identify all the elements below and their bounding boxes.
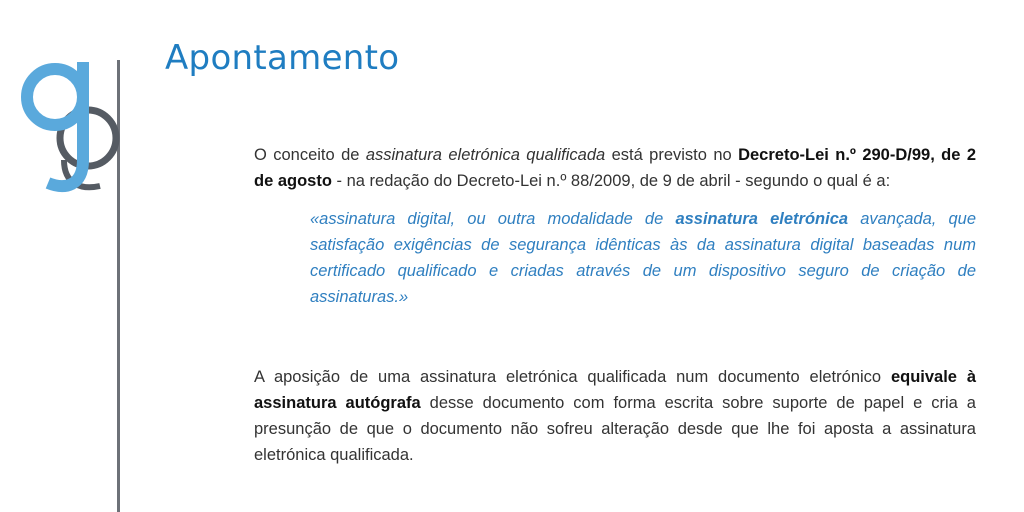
paragraph-equivalence: A aposição de uma assinatura eletrónica qualificada num documento eletrónico equivale à assinatura autógrafa desse documento com forma escrita sobre suporte de papel e cria a presunção de que o documento não sofreu alteração desde que lhe foi aposta a assinatura eletrónica qualificada. (254, 368, 976, 464)
legal-quote: «assinatura digital, ou outra modalidade de assinatura eletrónica avançada, que satisfação exigências de segurança idênticas às da assinatura digital baseadas num certificado qualificado e criadas através de um dispositivo seguro de criação de assinaturas.» (310, 210, 977, 306)
document-body (254, 142, 976, 468)
equivalence-highlight: equivale à assinatura autógrafa (254, 368, 976, 412)
law-reference: Decreto-Lei n.º 290-D/99, de 2 de agosto (254, 146, 977, 190)
brand-logo (0, 0, 140, 512)
quote-highlight: assinatura eletrónica (675, 210, 849, 228)
logo-gg-icon (0, 0, 140, 512)
logo-blue-g-bowl (27, 69, 83, 125)
paragraph-definition: O conceito de assinatura eletrónica qualificada está previsto no Decreto-Lei n.º 290-D/99, de 2 de agosto - na redação do Decreto-Lei n.º 88/2009, de 9 de abril - segundo o qual é a: (254, 146, 977, 190)
term-italic: assinatura eletrónica qualificada (365, 146, 606, 164)
page-title: Apontamento (165, 38, 400, 78)
